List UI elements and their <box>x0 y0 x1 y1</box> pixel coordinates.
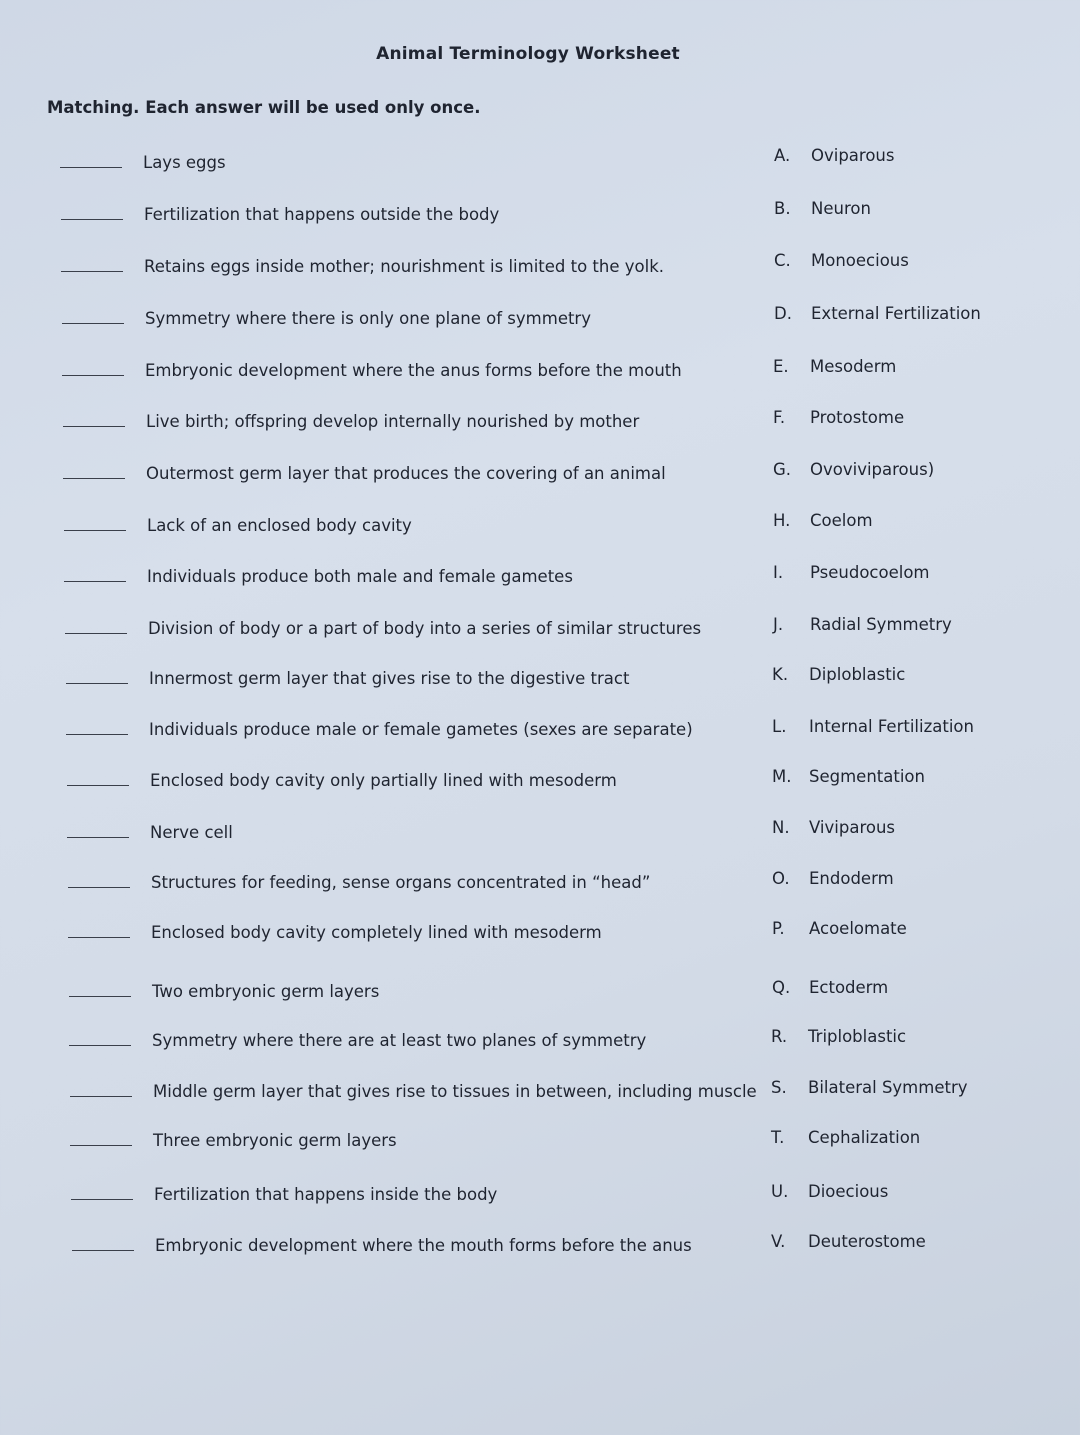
answer-letter: A. <box>774 146 791 165</box>
answer-option <box>774 251 1080 277</box>
answer-option <box>772 818 1080 844</box>
definition-text: Individuals produce male or female gametes (sexes are separate) <box>149 720 693 739</box>
answer-option <box>774 304 1080 330</box>
definition-text: Division of body or a part of body into a series of similar structures <box>148 619 702 638</box>
definition-text: Live birth; offspring develop internally nourished by mother <box>146 412 640 431</box>
answer-letter: U. <box>771 1182 789 1201</box>
answer-term: Bilateral Symmetry <box>808 1078 968 1097</box>
answer-letter: O. <box>772 869 790 888</box>
answer-term: Viviparous <box>809 818 896 837</box>
answer-option <box>771 1232 1080 1258</box>
answer-letter: Q. <box>772 978 791 997</box>
answer-letter: E. <box>773 357 789 376</box>
answer-blank[interactable] <box>60 167 122 168</box>
answer-term: Acoelomate <box>809 919 907 938</box>
answer-letter: F. <box>773 408 786 427</box>
answer-blank[interactable] <box>62 323 124 324</box>
answer-blank[interactable] <box>63 426 125 427</box>
answer-term: Cephalization <box>808 1128 921 1147</box>
definition-text: Enclosed body cavity completely lined with mesoderm <box>151 923 602 942</box>
answer-term: Oviparous <box>811 146 895 165</box>
definition-text: Innermost germ layer that gives rise to the digestive tract <box>149 669 630 688</box>
answer-letter: D. <box>774 304 792 323</box>
answer-blank[interactable] <box>69 996 131 997</box>
worksheet-title: Animal Terminology Worksheet <box>376 44 680 64</box>
answer-blank[interactable] <box>62 375 124 376</box>
definition-text: Lays eggs <box>143 153 226 172</box>
answer-option <box>773 563 1080 589</box>
answer-blank[interactable] <box>66 683 128 684</box>
answer-option <box>773 357 1080 383</box>
definition-text: Symmetry where there is only one plane of symmetry <box>145 309 591 328</box>
answer-letter: T. <box>771 1128 785 1147</box>
answer-blank[interactable] <box>64 581 126 582</box>
definition-text: Embryonic development where the anus forms before the mouth <box>145 361 682 380</box>
answer-letter: G. <box>773 460 792 479</box>
answer-term: External Fertilization <box>811 304 981 323</box>
answer-letter: L. <box>772 717 787 736</box>
answer-option <box>773 460 1080 486</box>
definition-text: Fertilization that happens inside the body <box>154 1185 498 1204</box>
answer-letter: R. <box>771 1027 788 1046</box>
answer-option <box>772 767 1080 793</box>
answer-blank[interactable] <box>67 837 129 838</box>
answer-option <box>773 408 1080 434</box>
definition-text: Individuals produce both male and female gametes <box>147 567 573 586</box>
answer-letter: J. <box>773 615 784 634</box>
answer-term: Segmentation <box>809 767 925 786</box>
answer-blank[interactable] <box>61 271 123 272</box>
answer-letter: P. <box>772 919 785 938</box>
definition-text: Fertilization that happens outside the body <box>144 205 500 224</box>
answer-term: Mesoderm <box>810 357 897 376</box>
definition-text: Embryonic development where the mouth forms before the anus <box>155 1236 692 1255</box>
answer-option <box>771 1128 1080 1154</box>
answer-term: Deuterostome <box>808 1232 926 1251</box>
answer-option <box>773 511 1080 537</box>
definition-text: Two embryonic germ layers <box>152 982 380 1001</box>
definition-text: Symmetry where there are at least two planes of symmetry <box>152 1031 647 1050</box>
answer-term: Neuron <box>811 199 871 218</box>
answer-blank[interactable] <box>67 785 129 786</box>
answer-blank[interactable] <box>68 887 130 888</box>
definition-text: Nerve cell <box>150 823 233 842</box>
answer-letter: S. <box>771 1078 787 1097</box>
definition-text: Enclosed body cavity only partially lined with mesoderm <box>150 771 617 790</box>
answer-term: Pseudocoelom <box>810 563 930 582</box>
answer-blank[interactable] <box>65 633 127 634</box>
definition-text: Structures for feeding, sense organs concentrated in “head” <box>151 873 651 892</box>
answer-term: Endoderm <box>809 869 894 888</box>
definition-text: Outermost germ layer that produces the covering of an animal <box>146 464 666 483</box>
answer-option <box>772 717 1080 743</box>
answer-letter: B. <box>774 199 791 218</box>
answer-option <box>774 199 1080 225</box>
definition-text: Lack of an enclosed body cavity <box>147 516 412 535</box>
answer-letter: C. <box>774 251 791 270</box>
answer-term: Coelom <box>810 511 873 530</box>
answer-option <box>772 665 1080 691</box>
definition-text: Retains eggs inside mother; nourishment is limited to the yolk. <box>144 257 664 276</box>
answer-blank[interactable] <box>70 1145 132 1146</box>
answer-option <box>771 1027 1080 1053</box>
answer-blank[interactable] <box>64 530 126 531</box>
answer-term: Triploblastic <box>808 1027 907 1046</box>
answer-blank[interactable] <box>68 937 130 938</box>
answer-blank[interactable] <box>69 1045 131 1046</box>
answer-blank[interactable] <box>72 1250 134 1251</box>
answer-letter: H. <box>773 511 791 530</box>
answer-term: Diploblastic <box>809 665 906 684</box>
answer-option <box>772 978 1080 1004</box>
matching-instructions: Matching. Each answer will be used only once. <box>47 98 481 117</box>
answer-option <box>774 146 1080 172</box>
answer-letter: M. <box>772 767 792 786</box>
answer-term: Protostome <box>810 408 905 427</box>
answer-letter: I. <box>773 563 784 582</box>
answer-option <box>773 615 1080 641</box>
definition-text: Middle germ layer that gives rise to tissues in between, including muscle <box>153 1082 757 1101</box>
definition-text: Three embryonic germ layers <box>153 1131 397 1150</box>
answer-term: Monoecious <box>811 251 909 270</box>
answer-option <box>772 869 1080 895</box>
answer-blank[interactable] <box>61 219 123 220</box>
answer-blank[interactable] <box>71 1199 133 1200</box>
answer-term: Ectoderm <box>809 978 889 997</box>
answer-letter: K. <box>772 665 789 684</box>
answer-term: Dioecious <box>808 1182 889 1201</box>
answer-letter: N. <box>772 818 790 837</box>
answer-term: Radial Symmetry <box>810 615 952 634</box>
answer-term: Internal Fertilization <box>809 717 974 736</box>
answer-blank[interactable] <box>63 478 125 479</box>
answer-option <box>771 1078 1080 1104</box>
answer-term: Ovoviviparous) <box>810 460 935 479</box>
answer-blank[interactable] <box>70 1096 132 1097</box>
answer-blank[interactable] <box>66 734 128 735</box>
answer-letter: V. <box>771 1232 786 1251</box>
answer-option <box>772 919 1080 945</box>
answer-option <box>771 1182 1080 1208</box>
